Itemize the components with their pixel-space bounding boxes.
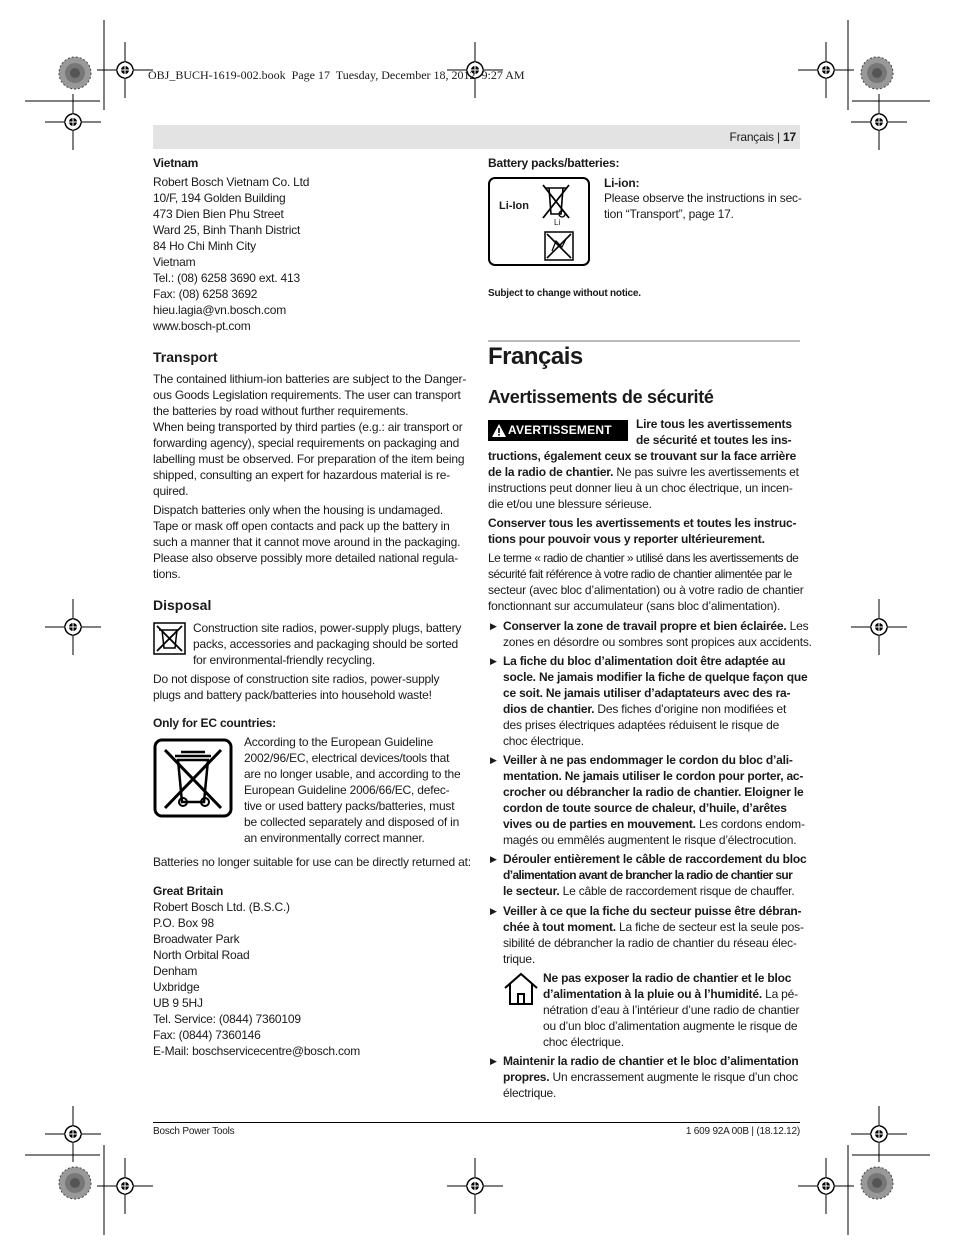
text-bold: de la radio de chantier. <box>488 465 614 479</box>
text-line: choc électrique. <box>503 734 584 748</box>
text-line: Tape or mask off open contacts and pack up the battery in <box>153 519 450 533</box>
text-line: électrique. <box>503 1086 557 1100</box>
section-rule <box>488 340 800 342</box>
text-line: ou d’un bloc d’alimentation augmente le risque de <box>543 1019 798 1033</box>
text-line: Ne pas exposer la radio de chantier et le bloc <box>543 971 792 985</box>
text-line: the batteries by road without further requirements. <box>153 404 409 418</box>
text-line: choc électrique. <box>543 1035 624 1049</box>
address-line: 84 Ho Chi Minh City <box>153 239 256 253</box>
subject-note: Subject to change without notice. <box>488 288 641 299</box>
recycle-bin-icon <box>153 622 186 655</box>
text-line: be collected separately and disposed of in <box>244 815 460 829</box>
text-line: Des fiches d’origine non modifiées et <box>594 702 787 716</box>
text-line: tions pour pouvoir vous y reporter ultérieurement. <box>488 532 765 546</box>
battery-heading: Battery packs/batteries: <box>488 156 620 170</box>
text-line: La fiche du bloc d’alimentation doit être adaptée au <box>503 654 786 668</box>
address-line: UB 9 5HJ <box>153 996 203 1010</box>
running-header <box>700 129 796 145</box>
header-section: Français | <box>729 130 784 144</box>
recycle-battery-icon <box>544 231 574 261</box>
bullet-marker: ▶ <box>490 656 497 666</box>
text-line: Ne pas suivre les avertissements et <box>613 465 799 479</box>
text-line: Conserver tous les avertissements et toutes les instruc- <box>488 516 797 530</box>
text-line: sécurité fait référence à votre radio de chantier alimentée par le <box>488 567 792 581</box>
text-line: shipped, consulting an expert for hazardous material is re- <box>153 468 451 482</box>
print-header: OBJ_BUCH-1619-002.book Page 17 Tuesday, December 18, 2012 9:27 AM <box>148 68 525 82</box>
address-line: Denham <box>153 964 198 978</box>
text-line: European Guideline 2006/66/EC, defec- <box>244 783 450 797</box>
page-title: Français <box>488 343 583 370</box>
text-line: 2002/96/EC, electrical devices/tools that <box>244 751 450 765</box>
liion-label: Li-Ion <box>499 200 529 212</box>
disposal-heading: Disposal <box>153 597 212 613</box>
text-bold: propres. <box>503 1070 550 1084</box>
address-line: Fax: (08) 6258 3692 <box>153 287 258 301</box>
bullet-marker: ▶ <box>490 906 497 916</box>
text-line: trique. <box>503 952 535 966</box>
text-line: instructions peut donner lieu à un choc électrique, un incen- <box>488 481 793 495</box>
address-line: 10/F, 194 Golden Building <box>153 191 286 205</box>
text-line: Maintenir la radio de chantier et le bloc d’alimentation <box>503 1054 799 1068</box>
transport-text <box>153 371 466 582</box>
text-line: fonctionnant sur accumulateur (sans bloc d’alimentation). <box>488 599 781 613</box>
text-line: Do not dispose of construction site radios, power-supply <box>153 672 440 686</box>
text-bold: Conserver la zone de travail propre et bien éclairée. <box>503 619 787 633</box>
address-line: Ward 25, Binh Thanh District <box>153 223 301 237</box>
gb-heading: Great Britain <box>153 884 224 898</box>
address-line: hieu.lagia@vn.bosch.com <box>153 303 286 317</box>
text-line: Les cordons endom- <box>695 817 805 831</box>
text-line: ous Goods Legislation requirements. The user can transport <box>153 388 461 402</box>
section-title: Avertissements de sécurité <box>488 387 714 407</box>
text-line: forwarding agency), special requirements on packaging and <box>153 436 460 450</box>
text-line: zones en désordre ou sombres sont propices aux accidents. <box>503 635 812 649</box>
text-line: Veiller à ne pas endommager le cordon du bloc d’ali- <box>503 753 793 767</box>
address-line: Tel.: (08) 6258 3690 ext. 413 <box>153 271 300 285</box>
warning-triangle-icon <box>491 423 507 438</box>
text-line: tion “Transport”, page 17. <box>604 207 734 221</box>
disposal-text <box>193 620 461 668</box>
text-line: de sécurité et toutes les ins- <box>636 433 792 447</box>
address-line: www.bosch-pt.com <box>153 319 251 333</box>
text-line: Dispatch batteries only when the housing is undamaged. <box>153 503 444 517</box>
liion-heading: Li-ion: <box>604 176 640 190</box>
text-line: Un encrassement augmente le risque d’un choc <box>549 1070 798 1084</box>
text-line: mentation. Ne jamais utiliser le cordon pour porter, ac- <box>503 769 804 783</box>
vietnam-address <box>153 174 309 334</box>
ec-text <box>244 734 460 846</box>
liion-text <box>604 190 802 222</box>
disposal-household <box>153 671 439 703</box>
text-line: Veiller à ce que la fiche du secteur puisse être débran- <box>503 904 802 918</box>
indoor-use-icon <box>503 972 539 1006</box>
address-line: E-Mail: boschservicecentre@bosch.com <box>153 1044 361 1058</box>
text-line: Construction site radios, power-supply plugs, battery <box>193 621 462 635</box>
bullet-6 <box>543 970 799 1050</box>
address-line: 473 Dien Bien Phu Street <box>153 207 284 221</box>
text-line: plugs and battery pack/batteries into household waste! <box>153 688 432 702</box>
text-line: are no longer usable, and according to the <box>244 767 461 781</box>
text-line: When being transported by third parties (e.g.: air transport or <box>153 420 463 434</box>
bullet-marker: ▶ <box>490 621 497 631</box>
address-line: Fax: (0844) 7360146 <box>153 1028 261 1042</box>
transport-heading: Transport <box>153 349 218 365</box>
bullet-7 <box>503 1053 799 1101</box>
text-line: nétration d’eau à l’intérieur d’une radio de chantier <box>543 1003 800 1017</box>
address-line: Tel. Service: (0844) 7360109 <box>153 1012 301 1026</box>
warning-badge <box>488 420 628 441</box>
vietnam-heading: Vietnam <box>153 156 199 170</box>
text-line: an environmentally correct manner. <box>244 831 425 845</box>
liion-symbol <box>488 177 590 266</box>
bullet-3 <box>503 752 805 848</box>
text-bold: dios de chantier. <box>503 702 595 716</box>
text-line: tive or used battery packs/batteries, must <box>244 799 455 813</box>
text-line: for environmental-friendly recycling. <box>193 653 376 667</box>
footer-rule <box>153 1122 800 1123</box>
text-line: cordon de toute source de chaleur, d’huile, d’arêtes <box>503 801 787 815</box>
liion-small-label: Li <box>554 218 561 227</box>
text-line: La fiche de secteur est la seule pos- <box>615 920 804 934</box>
text-line: des prises électriques adaptées réduisent le risque de <box>503 718 780 732</box>
text-line: sibilité de débrancher la radio de chantier du réseau élec- <box>503 936 797 950</box>
text-line: Please observe the instructions in sec- <box>604 191 802 205</box>
crossed-bin-icon <box>540 182 572 222</box>
text-line: secteur (avec bloc d’alimentation) ou à votre radio de chantier <box>488 583 804 597</box>
text-line: Dérouler entièrement le câble de raccordement du bloc <box>503 852 807 866</box>
address-line: Broadwater Park <box>153 932 240 946</box>
warning-lead <box>488 448 804 614</box>
page-number: 17 <box>783 130 796 144</box>
bullet-marker: ▶ <box>490 854 497 864</box>
text-line: crocher ou débrancher la radio de chantier. Eloigner le <box>503 785 804 799</box>
address-line: Vietnam <box>153 255 196 269</box>
text-line: Please also observe possibly more detailed national regula- <box>153 551 459 565</box>
text-line: magés ou emmêlés augmentent le risque d’électrocution. <box>503 833 797 847</box>
text-bold: vives ou de parties en mouvement. <box>503 817 696 831</box>
text-line: According to the European Guideline <box>244 735 434 749</box>
weee-bin-icon <box>153 738 233 818</box>
text-line: die et/ou une blessure sérieuse. <box>488 497 652 511</box>
text-bold: d’alimentation à la pluie ou à l’humidité. <box>543 987 762 1001</box>
text-line: packs, accessories and packaging should be sorted <box>193 637 459 651</box>
bullet-1 <box>503 618 812 650</box>
text-line: Les <box>786 619 809 633</box>
ec-heading: Only for EC countries: <box>153 716 276 730</box>
text-bold: chée à tout moment. <box>503 920 616 934</box>
bullet-marker: ▶ <box>490 755 497 765</box>
text-line: quired. <box>153 484 189 498</box>
address-line: Robert Bosch Vietnam Co. Ltd <box>153 175 310 189</box>
text-line: tions. <box>153 567 181 581</box>
bullet-5 <box>503 903 804 967</box>
address-line: Robert Bosch Ltd. (B.S.C.) <box>153 900 290 914</box>
bullet-marker: ▶ <box>490 1056 497 1066</box>
bullet-2 <box>503 653 807 749</box>
text-line: labelling must be observed. For preparation of the item being <box>153 452 465 466</box>
text-line: The contained lithium-ion batteries are subject to the Danger- <box>153 372 467 386</box>
address-line: P.O. Box 98 <box>153 916 214 930</box>
text-line: tructions, également ceux se trouvant sur la face arrière <box>488 449 797 463</box>
text-bold: le secteur. <box>503 884 560 898</box>
text-line: ce soit. Ne jamais utiliser d’adaptateurs avec des ra- <box>503 686 791 700</box>
bullet-4 <box>503 851 807 899</box>
text-line: Le terme « radio de chantier » utilisé dans les avertissements de <box>488 551 799 565</box>
warning-label: AVERTISSEMENT <box>508 423 612 437</box>
return-text: Batteries no longer suitable for use can be directly returned at: <box>153 855 471 869</box>
gb-address <box>153 899 360 1059</box>
footer-right: 1 609 92A 00B | (18.12.12) <box>685 1126 800 1137</box>
address-line: North Orbital Road <box>153 948 250 962</box>
address-line: Uxbridge <box>153 980 200 994</box>
footer-left: Bosch Power Tools <box>153 1126 235 1137</box>
text-line: Le câble de raccordement risque de chauffer. <box>559 884 795 898</box>
text-line: such a manner that it cannot move around in the packaging. <box>153 535 461 549</box>
text-line: socle. Ne jamais modifier la fiche de quelque façon que <box>503 670 808 684</box>
text-line: d’alimentation avant de brancher la radio de chantier sur <box>503 868 793 882</box>
text-line: La pé- <box>761 987 798 1001</box>
text-line: Lire tous les avertissements <box>636 417 792 431</box>
warning-lead-bold <box>636 416 792 448</box>
